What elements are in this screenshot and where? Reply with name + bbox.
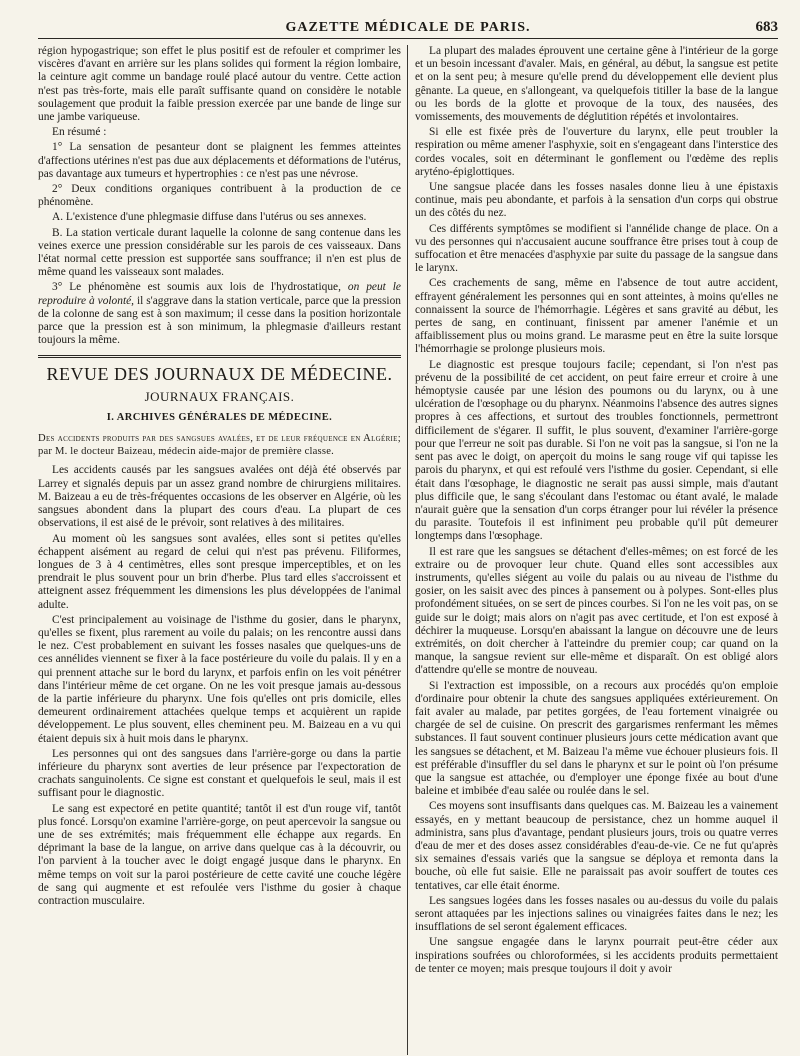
paragraph: 2° Deux conditions organiques contribuent à la production de ce phénomène. bbox=[38, 183, 401, 209]
paragraph: Si elle est fixée près de l'ouverture du larynx, elle peut troubler la respiration ou même amener l'asphyxie, soit en s'engageant dans l'interstice des cordes vocales, soit en déterminant le gonflement ou l'œdème des replis aryténo-épiglottiques. bbox=[415, 126, 778, 178]
journal-heading: I. ARCHIVES GÉNÉRALES DE MÉDECINE. bbox=[106, 411, 333, 423]
paragraph: Au moment où les sangsues sont avalées, elles sont si petites qu'elles échappent aisément au regard de celui qui n'est pas prévenu. Filiformes, longues de 3 à 4 centimètres, elles sont presque imperceptibles, et on les prendrait le plus souvent pour un brin d'herbe. Plus tard elles s'accroissent et atteignent assez fréquemment les dimensions les plus développées de l'animal adulte. bbox=[38, 532, 401, 611]
subsection-title: JOURNAUX FRANÇAIS. bbox=[144, 388, 295, 404]
emphasis-text: on peut le reproduire à volonté, bbox=[38, 281, 401, 307]
text-span: 3° Le phénomène est soumis aux lois de l'hydrostatique, bbox=[52, 281, 341, 294]
section-divider bbox=[38, 355, 401, 358]
page-number: 683 bbox=[755, 19, 778, 35]
paragraph: B. La station verticale durant laquelle la colonne de sang contenue dans les veines exerce une pression considérable sur les parois de ces vaisseaux. Dans l'état normal cette pression est supportée sans souffrance; il n'en est plus de même quand les vaisseaux sont malades. bbox=[38, 226, 401, 279]
paragraph: Une sangsue placée dans les fosses nasales donne lieu à une épistaxis continue, mais peu abondante, et parfois à la sensation d'un corps qui obstrue un des côtés du nez. bbox=[415, 181, 778, 220]
paragraph: Le sang est expectoré en petite quantité; tantôt il est d'un rouge vif, tantôt plus foncé. Lorsqu'on examine l'arrière-gorge, on peut apercevoir la sangsue ou une de ses extrémités; mais fréquemment elle échappe aux regards. En déprimant la base de la langue, on arrive dans quelque cas à la découvrir, ou l'on parvient à la toucher avec le doigt engagé jusque dans le pharynx. En même temps on voit sur la paroi postérieure de cette cavité une couche légère de sang qui augmente et est refoulée vers l'isthme du gosier à chaque contraction musculaire. bbox=[38, 802, 401, 907]
paragraph: Les personnes qui ont des sangsues dans l'arrière-gorge ou dans la partie inférieure du pharynx sont averties de leur présence par l'expectoration de crachats sanguinolents. Ce signe est constant et quelquefois le seul, mais il est suffisant pour le diagnostic. bbox=[38, 747, 401, 800]
paragraph: C'est principalement au voisinage de l'isthme du gosier, dans le pharynx, qu'elles se fixent, plus rarement au voile du palais; on les rencontre aussi dans le nez. C'est probablement en suivant les fosses nasales que quelques-uns de ces annélides viennent se fixer à la face postérieure du voile du palais. Il y en a qui prennent attache sur le bord du larynx, et parfois enfin on les voit pénétrer dans l'intérieur même de cet organe. On ne les voit presque jamais au-dessous de la partie inférieure du pharynx. Une fois qu'elles ont pris domicile, elles demeurent ordinairement attachées quelque temps et acquièrent un rapide développement. Le plus souvent, elles cheminent peu. M. Baizeau en a vu qui étaient depuis six à huit mois dans le pharynx. bbox=[38, 613, 401, 745]
paragraph: Si l'extraction est impossible, on a recours aux procédés qu'on emploie d'ordinaire pour obtenir la chute des sangsues appliquées extérieurement. On fait avaler au malade, par petites gorgées, de l'eau fortement vinaigrée ou chargée de sel de cuisine. On prescrit des gargarismes renfermant les mêmes substances. Il faut souvent continuer plusieurs jours cette médication avant que les sangsues se détachent, et M. Baizeau l'a même vue échouer plusieurs fois. Il est préférable d'insuffler du sel dans le pharynx et sur le point où l'on présume que la sangsue est attachée, ou d'employer une éponge fixée au bout d'une baleine et imbibée d'eau salée ou roulée dans le sel. bbox=[415, 679, 778, 798]
paragraph: Ces moyens sont insuffisants dans quelques cas. M. Baizeau les a vainement essayés, en y mettant beaucoup de persistance, chez un homme auquel il administra, sans plus d'avantage, pendant plusieurs jours, trois ou quatre verres d'eau de mer et des doses assez considérables d'eau-de-vie. Ce ne fut qu'après six semaines d'essais variés que la sangsue se déploya et remonta dans la bouche, où elle fut saisie. Elle ne paraissait pas avoir souffert de toutes ces tentatives, car elle était énorme. bbox=[415, 800, 778, 892]
journal-title: GAZETTE MÉDICALE DE PARIS. bbox=[285, 20, 531, 35]
article-title-caps: Des accidents produits par des sangsues avalées, et de leur fréquence en Algérie; bbox=[38, 433, 401, 445]
text-span: il s'aggrave dans la station verticale, parce que la pression de la colonne de sang est à son maximum; il cesse dans la position horizontale parce que la pression est à son minimum, la phlegmasie d'ailleurs restant toujours la même. bbox=[38, 294, 401, 347]
paragraph: Il est rare que les sangsues se détachent d'elles-mêmes; on est forcé de les extraire ou de provoquer leur chute. Quand elles sont accessibles aux instruments, qu'elles siégent au voile du palais ou au niveau de l'isthme du gosier, on les saisit avec des pinces à pansement ou à polypes. Sont-elles plus profondément situées, on se sert de pinces courbes. Si l'on ne les voit pas, on se guide sur le doigt; mais alors on n'agit pas avec certitude, et l'on est exposé à déchirer la muqueuse. Lorsqu'en abaissant la langue on découvre une de leurs extrémités, on doit chercher à l'atteindre du premier coup; car quand on la manque, la sangsue revient sur elle-même et disparaît. On est obligé alors d'attendre qu'elle se montre de nouveau. bbox=[415, 545, 778, 677]
paragraph: Ces différents symptômes se modifient si l'annélide change de place. On a vu des personnes qui n'accusaient aucune souffrance être prises tout à coup de suffocation et être menacées d'asphyxie par suite du passage de la sangsue dans le larynx. bbox=[415, 222, 778, 275]
paragraph: Le diagnostic est presque toujours facile; cependant, si l'on n'est pas prévenu de la possibilité de cet accident, on peut faire erreur et croire à une hémoptysie causée par une lésion des poumons ou du larynx, ou à une ulcération de l'œsophage ou du pharynx. Néanmoins l'absence des autres signes propres à ces affections, et surtout des troubles fonctionnels, permettront difficilement de s'égarer. Il suffit, le plus souvent, d'examiner l'arrière-gorge pour que l'erreur ne soit pas durable. Si l'on ne voit pas la sangsue, si l'on ne la sent pas avec le doigt, on aperçoit du moins le sang rouge vif qui tapisse les parois du pharynx, et qui est refoulé vers l'isthme du gosier. Cependant, si elle était dans l'œsophage, le diagnostic ne serait pas aussi simple, mais d'autant plus difficile que, le sang s'écoulant dans l'estomac ou étant avalé, le malade n'aurait guère que la sensation d'un corps étranger pour lui révéler la présence du parasite. Toutefois il est infiniment peu probable qu'il pût demeurer longtemps dans l'œsophage. bbox=[415, 358, 778, 543]
paragraph: En résumé : bbox=[52, 126, 107, 139]
paragraph: 1° La sensation de pesanteur dont se plaignent les femmes atteintes d'affections utérines n'est pas due aux déplacements et déformations de l'utérus, pas davantage aux tumeurs et hypertrophies : ce n'est pas une névrose. bbox=[38, 141, 401, 180]
two-column-body bbox=[38, 45, 778, 1055]
left-column bbox=[38, 45, 407, 1055]
paragraph: Les accidents causés par les sangsues avalées ont déjà été observés par Larrey et signalés depuis par un assez grand nombre de chirurgiens militaires. M. Baizeau a eu de très-fréquentes occasions de les observer en Algérie, où les sangsues abondent dans la plupart des cours d'eau. La plupart de ces observations, il est aisé de le prévoir, sont relatives à des militaires. bbox=[38, 464, 401, 530]
article-author: par M. le docteur Baizeau, médecin aide-major de première classe. bbox=[38, 446, 334, 458]
paragraph bbox=[38, 281, 401, 347]
article-title bbox=[38, 432, 401, 458]
paragraph: La plupart des malades éprouvent une certaine gêne à l'intérieur de la gorge et un besoin incessant d'avaler. Mais, en général, au début, la sangsue est petite et on la sent peu; à mesure qu'elle prend du développement elle devient plus gênante. La queue, en s'allongeant, va quelquefois titiller la base de la langue ou les bords de la glotte et provoque de la toux, des nausées, des vomissements, des mouvements de déglutition répétés et involontaires. bbox=[415, 45, 778, 124]
paragraph: région hypogastrique; son effet le plus positif est de refouler et comprimer les viscères d'avant en arrière sur les plans solides qui forment la région lombaire, la ceinture agit comme un bandage roulé placé autour du ventre. Cette action n'est pas très-forte, mais elle paraît suffisante quand on considère le notable soulagement que produit la faible pression exercée par une bande de linge sur une jambe variqueuse. bbox=[38, 45, 401, 124]
paragraph: Ces crachements de sang, même en l'absence de tout autre accident, effrayent généralement les personnes qui en sont atteintes, à moins qu'elles ne connaissent la source de l'hémorrhagie. Légères et sans gravité au début, les pertes de sang, en continuant, finissent par amener l'anémie et un affaiblissement plus ou moins grand. Le marasme peut en être la suite lorsque l'hémorrhagie se prolonge plusieurs mois. bbox=[415, 277, 778, 356]
paragraph: Les sangsues logées dans les fosses nasales ou au-dessus du voile du palais seront attaquées par les injections salines ou vinaigrées faites dans le nez; les insufflations de sel seront également efficaces. bbox=[415, 894, 778, 934]
right-column bbox=[407, 45, 778, 1055]
section-title: REVUE DES JOURNAUX DE MÉDECINE. bbox=[46, 364, 393, 385]
paragraph: A. L'existence d'une phlegmasie diffuse dans l'utérus ou ses annexes. bbox=[52, 211, 367, 224]
page-header bbox=[38, 14, 778, 39]
paragraph: Une sangsue engagée dans le larynx pourrait peut-être céder aux inspirations soufrées ou chloroformées, si les accidents produits permettaient de tenter ce moyen; mais presque toujours il doit y avoir bbox=[415, 936, 778, 975]
